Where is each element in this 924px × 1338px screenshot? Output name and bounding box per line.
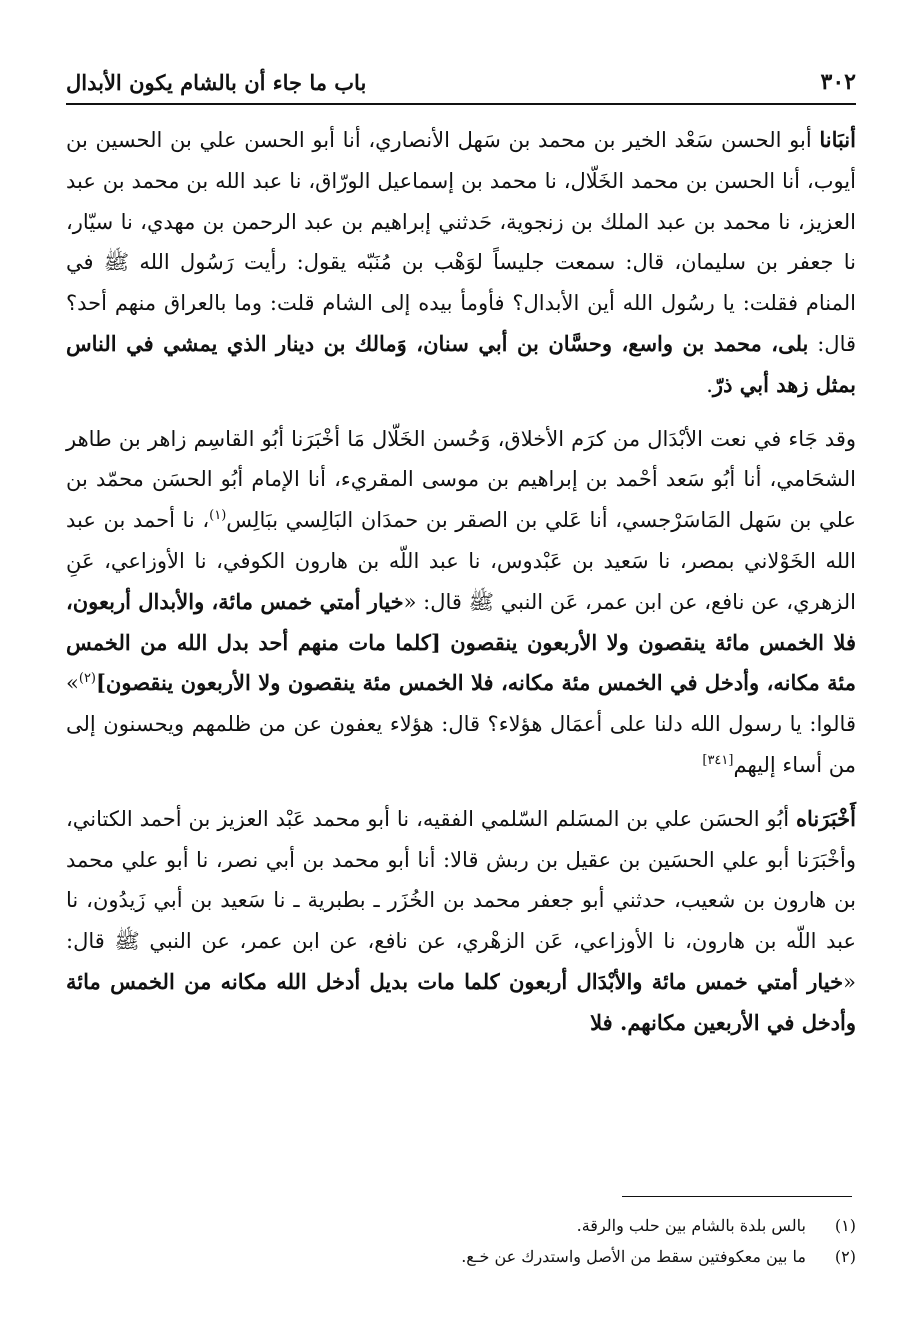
paragraph-1-end: . (706, 372, 713, 397)
header-rule (66, 103, 856, 105)
paragraph-2-text-b: ، نا أحمد بن عبد الله الخَوْلاني بمصر، نا سَعيد بن عَبْدوس، نا عبد اللّه بن هارون الكوفي، نا الأوزاعي، عَنِ الزهري، عن نافع، عن ابن عمر، عَن النبي ﷺ قال: « (66, 508, 856, 614)
paragraph-2 (66, 419, 856, 786)
paragraph-2-text-a: وقد جَاء في نعت الأبْدَال من كرَم الأخلاق، وَحُسن الخَلّال مَا أخْبَرَنا أبُو القاسِم زاهر بن طاهر الشحَامي، أنا أبُو سَعد أحْمد بن إبراهيم بن موسى المقريء، أنا الإمام أبُو الحسَن محمّد بن علي بن سَهل المَاسَرْجسي، أنا عَلي بن الصقر بن حمدَان البَالِسي ببَالِس (66, 426, 856, 533)
page-number: ٣٠٢ (820, 69, 856, 95)
footnote-text: ما بين معكوفتين سقط من الأصل واستدرك عن خـع. (461, 1247, 806, 1266)
footnote-1 (66, 1210, 856, 1241)
footnote-number: (١) (834, 1216, 856, 1235)
paragraph-1 (66, 120, 856, 406)
footnote-rule (622, 1196, 852, 1197)
footnote-ref-2: (٢) (78, 671, 96, 687)
footnote-text: بالس بلدة بالشام بين حلب والرقة. (576, 1216, 806, 1235)
footnotes (66, 1210, 856, 1272)
paragraph-1-lead: أنبَانا (819, 127, 856, 152)
paragraph-2-hadith: خيار أمتي خمس مائة، والأبدال أربعون، فلا الخمس مائة ينقصون ولا الأربعون ينقصون [كلما مات منهم أحد بدل الله من الخمس مئة مكانه، وأدخل في الخمس مئة مكانه، فلا الخمس مئة ينقصون ولا الأربعون ينقصون] (65, 588, 856, 696)
footnote-ref-1: (١) (209, 508, 227, 524)
page-header (66, 62, 856, 102)
paragraph-3-hadith: خيار أمتي خمس مائة والأبْدَال أربعون كلما مات بديل أدخل الله مكانه من الخمس مائة وأدخل في الأربعين مكانهم. فلا (66, 968, 856, 1035)
page-body (66, 120, 856, 1057)
running-title: باب ما جاء أن بالشام يكون الأبدال (66, 69, 367, 95)
paragraph-3-text: أبُو الحسَن علي بن المسَلم السّلمي الفقيه، نا أبو محمد عَبْد العزيز بن أحمد الكتاني، وأخْبَرَنا أبو علي الحسَين بن عقيل بن ربش قالا: أنا أبو محمد بن أبي نصر، نا أبو علي محمد بن هارون بن شعيب، حدثني أبو جعفر محمد بن الخُزَر ـ بطبرية ـ نا سَعيد بن أبي زَيدُون، نا عبد اللّه بن هارون، نا الأوزاعي، عَن الزهْري، عن نافع، عن ابن عمر، عن النبي ﷺ قال: « (66, 806, 856, 994)
source-ref: [٣٤١] (702, 752, 734, 768)
paragraph-2-text-c: » قالوا: يا رسول الله دلنا على أعمَال هؤلاء؟ قال: هؤلاء يعفون عن من ظلمهم ويحسنون إلى من أساء إليهم (66, 671, 856, 777)
paragraph-1-bold-tail: بلى، محمد بن واسع، وحسَّان بن أبي سنان، وَمالك بن دينار الذي يمشي في الناس بمثل زهد أبي ذرّ (66, 330, 856, 397)
footnote-2 (66, 1241, 856, 1272)
paragraph-1-text: أبو الحسن سَعْد الخير بن محمد بن سَهل الأنصاري، أنا أبو الحسن علي بن الحسين بن أيوب، أنا الحسن بن محمد الخَلّال، نا محمد بن إسماعيل الورّاق، نا عبد الله بن محمد بن عبد العزيز، نا محمد بن عبد الملك بن زنجوية، حَدثني إبراهيم بن عبد الرحمن بن مهدي، نا سيّار، نا جعفر بن سليمان، قال: سمعت جليساً لوَهْب بن مُنَبّه يقول: رأيت رَسُول الله ﷺ في المنام فقلت: يا رسُول الله أين الأبدال؟ فأومأ بيده إلى الشام قلت: وما بالعراق منهم أحد؟ قال: (66, 128, 857, 356)
paragraph-3-lead: أَخْبَرَناه (796, 805, 856, 831)
footnote-number: (٢) (834, 1247, 856, 1266)
paragraph-3 (66, 799, 856, 1044)
